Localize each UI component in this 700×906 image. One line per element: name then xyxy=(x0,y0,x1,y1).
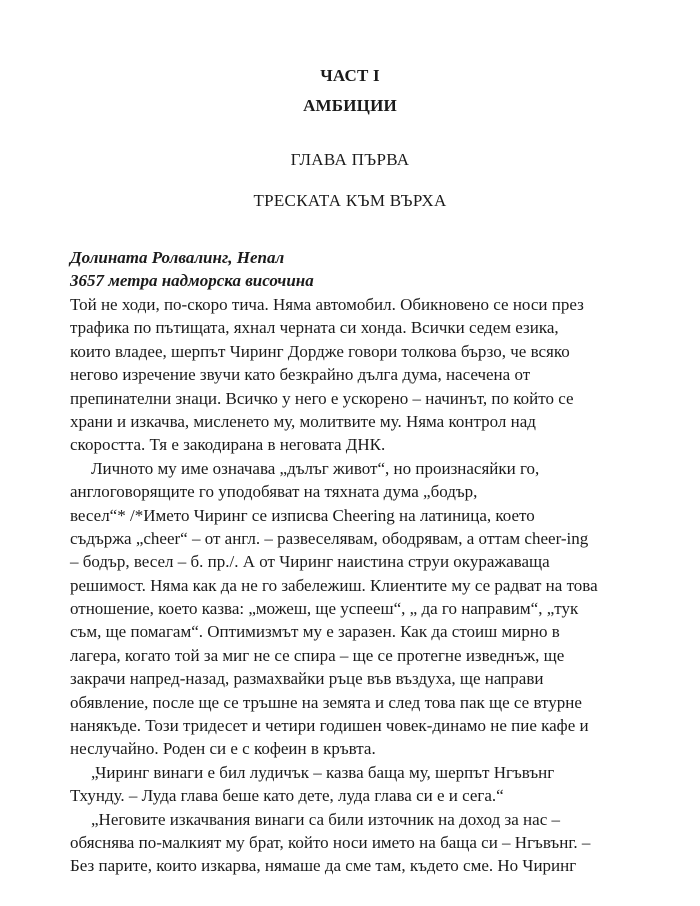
text-line: скоростта. Тя е закодирана в неговата ДНК. xyxy=(70,435,386,455)
text-line: които владее, шерпът Чиринг Дордже говори толкова бързо, че всяко xyxy=(70,341,570,361)
text-line: англоговорящите го уподобяват на тяхната дума „бодър, xyxy=(70,482,478,502)
text-line: – бодър, весел – б. пр./. А от Чиринг наистина струи окуражаваща xyxy=(70,552,550,572)
body-text xyxy=(70,293,640,878)
text-line: препинателни знаци. Всичко у него е ускорено – начинът, по който се xyxy=(70,388,574,408)
text-line: „Чиринг винаги е бил лудичък – казва баща му, шерпът Нгъвънг xyxy=(91,762,555,782)
text-line: храни и изкачва, мисленето му, молитвите му. Няма контрол над xyxy=(70,411,536,431)
text-line: решимост. Няма как да не го забележиш. Клиентите му се радват на това xyxy=(70,575,598,595)
text-line: Личното му име означава „дълъг живот“, но произнасяйки го, xyxy=(91,458,540,478)
text-line: „Неговите изкачвания винаги са били източник на доход за нас – xyxy=(91,809,560,829)
text-line: закрачи напред-назад, размахвайки ръце във въздуха, ще направи xyxy=(70,669,544,689)
text-line: Без парите, които изкарва, нямаше да сме там, където сме. Но Чиринг xyxy=(70,856,577,876)
location-place: Долината Ролвалинг, Непал xyxy=(70,248,285,267)
text-line: негово изречение звучи като безкрайно дълга дума, насечена от xyxy=(70,365,531,385)
text-line: нанякъде. Този тридесет и четири годишен човек-динамо не пие кафе и xyxy=(70,716,589,736)
location-heading xyxy=(70,246,314,292)
text-line: Той не ходи, по-скоро тича. Няма автомобил. Обикновено се носи през xyxy=(70,295,584,314)
text-line: обяснява по-малкият му брат, който носи името на баща си – Нгъвънг. – xyxy=(70,832,591,852)
text-line: съм, ще помагам“. Оптимизмът му е заразен. Как да стоиш мирно в xyxy=(70,622,560,642)
text-line: трафика по пътищата, яхнал черната си хонда. Всички седем езика, xyxy=(70,318,559,338)
text-line: обявление, после ще се тръшне на земята и след това пак ще се втурне xyxy=(70,692,582,712)
chapter-number: ГЛАВА ПЪРВА xyxy=(290,150,410,169)
part-number: ЧАСТ I xyxy=(320,66,380,85)
text-line: отношение, което казва: „можеш, ще успееш“, „ да го направим“, „тук xyxy=(70,599,579,619)
part-title: АМБИЦИИ xyxy=(303,96,397,115)
text-line: Тхунду. – Луда глава беше като дете, луда глава си е и сега.“ xyxy=(70,786,504,806)
text-line: съдържа „cheer“ – от англ. – развеселявам, ободрявам, а оттам cheer-ing xyxy=(70,528,589,548)
text-line: весел“* /*Името Чиринг се изписва Cheering на латиница, което xyxy=(70,505,535,525)
text-line: лагера, когато той за миг не се спира – ще се протегне изведнъж, ще xyxy=(70,645,565,665)
text-line: неслучайно. Роден си е с кофеин в кръвта. xyxy=(70,739,376,759)
location-altitude: 3657 метра надморска височина xyxy=(70,271,314,290)
chapter-title: ТРЕСКАТА КЪМ ВЪРХА xyxy=(253,191,447,210)
